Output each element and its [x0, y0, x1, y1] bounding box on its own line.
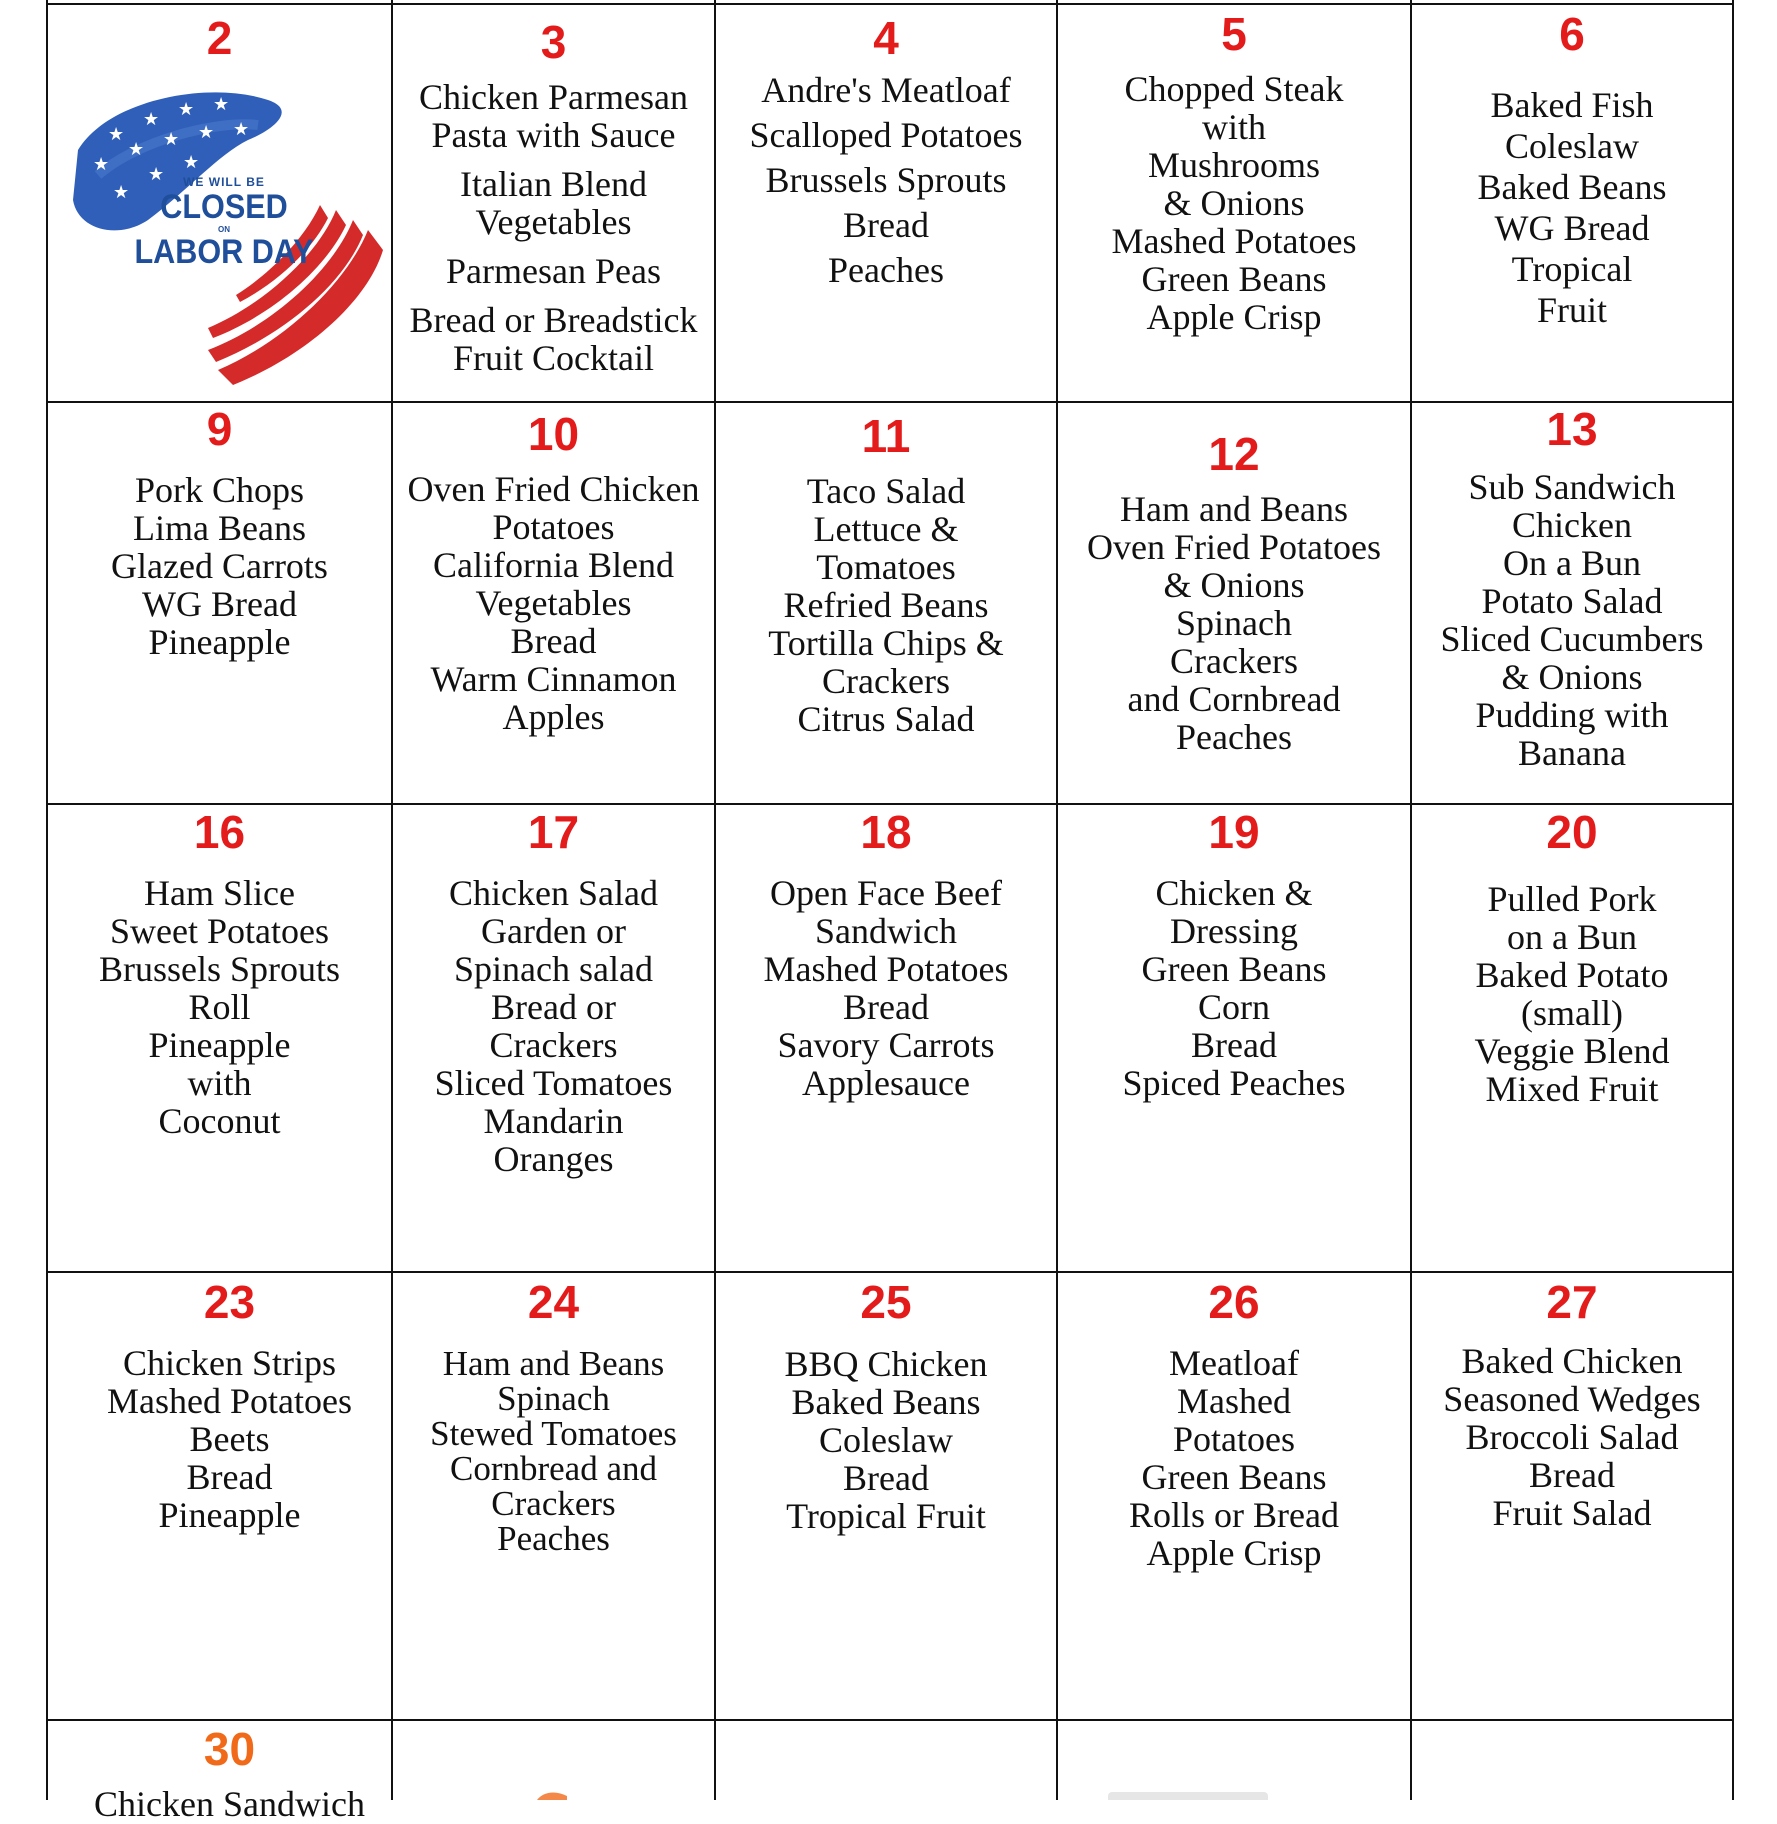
day-number: 12	[1208, 428, 1260, 480]
menu-item: Fruit Salad	[1492, 1493, 1652, 1533]
day-cell-10	[393, 410, 714, 803]
menu-item: Bread	[186, 1457, 273, 1497]
menu-item: Chicken Parmesan	[419, 77, 688, 117]
menu-items	[393, 874, 714, 1178]
menu-item: Taco Salad	[806, 471, 966, 511]
day-cell-2	[48, 10, 391, 400]
day-cell-19	[1058, 808, 1410, 1271]
menu-item: Pulled Pork	[1487, 879, 1657, 919]
svg-text:★: ★	[233, 119, 250, 140]
menu-item: Pineapple	[148, 622, 291, 662]
menu-items	[1412, 468, 1732, 772]
menu-item: Andre's Meatloaf	[761, 70, 1011, 110]
menu-item: Seasoned Wedges	[1443, 1379, 1701, 1419]
menu-item: Glazed Carrots	[111, 546, 328, 586]
menu-item: Spinach	[497, 1379, 610, 1418]
day-number: 25	[860, 1276, 912, 1328]
menu-items	[716, 472, 1056, 738]
menu-items	[716, 68, 1056, 293]
svg-text:★: ★	[148, 164, 165, 185]
day-number: 2	[206, 12, 233, 64]
menu-item: Potatoes	[1173, 1419, 1295, 1459]
menu-item: California Blend	[433, 545, 674, 585]
svg-text:★: ★	[198, 122, 215, 143]
menu-item: with	[187, 1063, 252, 1103]
menu-item: Mashed Potatoes	[107, 1381, 352, 1421]
day-number: 9	[206, 403, 233, 455]
badge-line: ON	[218, 225, 230, 234]
menu-item: BBQ Chicken	[784, 1344, 988, 1384]
menu-item: Ham and Beans	[442, 1344, 665, 1383]
day-cell-30	[48, 1723, 391, 1824]
svg-text:★: ★	[93, 154, 110, 175]
menu-item: Oranges	[493, 1139, 614, 1179]
day-cell-5	[1058, 10, 1410, 401]
svg-text:★: ★	[183, 152, 200, 173]
day-number: 24	[527, 1276, 580, 1328]
day-number: 10	[527, 408, 580, 460]
menu-item: Apple Crisp	[1146, 1533, 1322, 1573]
day-number: 6	[1559, 8, 1585, 60]
day-cell-26	[1058, 1278, 1410, 1719]
menu-item: Bread	[843, 987, 929, 1027]
menu-item: Scalloped Potatoes	[749, 115, 1023, 155]
menu-items	[48, 1785, 391, 1823]
menu-items	[1058, 1344, 1410, 1572]
menu-items	[1058, 70, 1410, 336]
day-cell-3	[393, 18, 714, 401]
day-cell-11	[716, 412, 1056, 803]
day-cell-23	[48, 1278, 391, 1719]
day-cell-24	[393, 1278, 714, 1719]
menu-item: Savory Carrots	[777, 1025, 995, 1065]
menu-item: WG Bread	[1494, 208, 1650, 248]
menu-item: on a Bun	[1507, 917, 1637, 957]
menu-items	[48, 874, 391, 1140]
day-cell-25	[716, 1278, 1056, 1719]
svg-text:★: ★	[213, 94, 230, 115]
menu-item: and Cornbread	[1127, 679, 1341, 719]
day-number: 4	[873, 12, 899, 64]
menu-item: Brussels Sprouts	[765, 160, 1007, 200]
grid-line	[46, 401, 1734, 403]
menu-item: Ham and Beans	[1120, 489, 1348, 529]
day-number: 20	[1546, 806, 1598, 858]
day-cell-16	[48, 808, 391, 1271]
menu-item: Meatloaf	[1169, 1343, 1299, 1383]
menu-item: Potato Salad	[1481, 581, 1663, 621]
menu-item: Oven Fried Chicken	[407, 469, 700, 509]
menu-item: Bread	[1529, 1455, 1615, 1495]
menu-item: Spinach	[1176, 603, 1292, 643]
menu-item: Tomatoes	[816, 547, 956, 587]
menu-item: Apples	[502, 697, 605, 737]
day-cell-4	[716, 14, 1056, 401]
menu-item: Parmesan Peas	[446, 251, 661, 291]
menu-item: On a Bun	[1503, 543, 1641, 583]
menu-item: Chicken Sandwich	[94, 1784, 365, 1824]
menu-item: Stewed Tomatoes	[430, 1414, 677, 1453]
menu-item: Mixed Fruit	[1485, 1069, 1659, 1109]
menu-item: Spiced Peaches	[1122, 1063, 1346, 1103]
menu-item: Ham Slice	[144, 873, 295, 913]
menu-item: Chicken &	[1155, 873, 1313, 913]
menu-item: Pork Chops	[134, 470, 305, 510]
day-cell-27	[1412, 1278, 1732, 1719]
menu-item: Pasta with Sauce	[431, 115, 676, 155]
menu-item: Applesauce	[802, 1063, 970, 1103]
day-number: 17	[527, 806, 580, 858]
day-number: 5	[1221, 8, 1247, 60]
menu-item: Baked Beans	[1477, 167, 1667, 207]
menu-item: Sub Sandwich	[1468, 467, 1676, 507]
grid-line	[46, 1719, 1734, 1721]
menu-item: Sandwich	[815, 911, 957, 951]
menu-item: Roll	[188, 987, 251, 1027]
menu-item: Broccoli Salad	[1465, 1417, 1679, 1457]
menu-item: Mashed Potatoes	[763, 949, 1009, 989]
menu-item: with	[1201, 107, 1266, 147]
menu-item: Fruit	[1536, 290, 1607, 330]
menu-item: Coconut	[158, 1101, 281, 1141]
badge-line: CLOSED	[160, 188, 288, 226]
menu-item: Tropical Fruit	[786, 1496, 986, 1536]
menu-item: Open Face Beef	[770, 873, 1002, 913]
menu-item: Italian Blend	[460, 164, 647, 204]
menu-item: Vegetables	[475, 202, 632, 242]
day-cell-20	[1412, 808, 1732, 1271]
menu-items	[1412, 85, 1732, 331]
menu-item: Bread	[843, 205, 929, 245]
menu-items	[48, 471, 391, 661]
menu-item: Peaches	[828, 250, 944, 290]
menu-item: & Onions	[1163, 183, 1305, 223]
menu-items	[1058, 490, 1410, 756]
menu-item: Crackers	[489, 1025, 618, 1065]
day-number: 16	[193, 806, 246, 858]
labor-day-closed-text	[104, 175, 344, 270]
svg-text:★: ★	[113, 182, 130, 203]
menu-item: & Onions	[1501, 657, 1643, 697]
menu-item: Rolls or Bread	[1129, 1495, 1339, 1535]
menu-item: Sliced Cucumbers	[1440, 619, 1704, 659]
menu-item: Crackers	[491, 1484, 616, 1523]
menu-item: Baked Beans	[791, 1382, 981, 1422]
menu-item: Chicken Strips	[123, 1343, 336, 1383]
menu-item: Warm Cinnamon	[430, 659, 677, 699]
day-number: 30	[203, 1723, 256, 1775]
menu-item: Bread or	[491, 987, 616, 1027]
menu-item: Chicken Salad	[449, 873, 658, 913]
menu-item: Apple Crisp	[1146, 297, 1322, 337]
menu-item: Bread	[1191, 1025, 1277, 1065]
menu-item: Banana	[1518, 733, 1626, 773]
menu-item: Bread	[510, 621, 597, 661]
menu-items	[393, 1346, 714, 1556]
menu-items	[1058, 874, 1410, 1102]
menu-item: Veggie Blend	[1474, 1031, 1670, 1071]
decoration-graphic	[1108, 1792, 1268, 1800]
menu-item: Chicken	[1512, 505, 1632, 545]
menu-item: Baked Potato	[1475, 955, 1669, 995]
menu-item: Mashed Potatoes	[1111, 221, 1357, 261]
menu-item: Coleslaw	[1505, 126, 1639, 166]
menu-item: (small)	[1521, 993, 1623, 1033]
menu-item: Pineapple	[158, 1495, 301, 1535]
menu-item: Lettuce &	[813, 509, 959, 549]
menu-item: Citrus Salad	[797, 699, 975, 739]
day-cell-6	[1412, 10, 1732, 401]
menu-item: Refried Beans	[783, 585, 989, 625]
menu-item: Crackers	[822, 661, 950, 701]
menu-item: Oven Fried Potatoes	[1087, 527, 1381, 567]
menu-item: Beets	[189, 1419, 270, 1459]
menu-item: Coleslaw	[819, 1420, 953, 1460]
menu-items	[1412, 1342, 1732, 1532]
menu-item: Mandarin	[483, 1101, 624, 1141]
menu-item: Spinach salad	[454, 949, 653, 989]
menu-item: Brussels Sprouts	[98, 949, 341, 989]
menu-items	[393, 78, 714, 377]
svg-text:★: ★	[163, 129, 180, 150]
day-cell-13	[1412, 405, 1732, 803]
grid-line	[46, 3, 1734, 5]
menu-item: Green Beans	[1141, 1457, 1327, 1497]
badge-line: WE WILL BE	[183, 175, 265, 189]
day-number: 3	[540, 16, 567, 68]
day-number: 13	[1546, 403, 1598, 455]
decoration-icon	[535, 1788, 571, 1800]
day-number: 11	[861, 410, 911, 462]
menu-item: Chopped Steak	[1124, 69, 1344, 109]
menu-items	[716, 874, 1056, 1102]
menu-item: Mushrooms	[1147, 145, 1321, 185]
menu-item: Sweet Potatoes	[110, 911, 329, 951]
menu-item: Tortilla Chips &	[768, 623, 1004, 663]
day-cell-18	[716, 808, 1056, 1271]
menu-items	[48, 1344, 391, 1534]
svg-text:★: ★	[178, 99, 195, 120]
day-cell-17	[393, 808, 714, 1271]
day-number: 23	[203, 1276, 256, 1328]
menu-item: Cornbread and	[449, 1449, 657, 1488]
menu-item: Bread or Breadstick	[409, 300, 698, 340]
menu-item: Garden or	[481, 911, 626, 951]
day-cell-12	[1058, 430, 1410, 803]
day-number: 19	[1208, 806, 1260, 858]
menu-item: Baked Fish	[1490, 85, 1654, 125]
grid-line	[46, 1271, 1734, 1273]
menu-item: Potatoes	[492, 507, 615, 547]
menu-item: Peaches	[497, 1519, 610, 1558]
menu-item: & Onions	[1163, 565, 1305, 605]
badge-line: LABOR DAY	[134, 233, 314, 271]
menu-item: Green Beans	[1141, 259, 1327, 299]
day-number: 27	[1546, 1276, 1598, 1328]
menu-item: Pudding with	[1475, 695, 1669, 735]
menu-item: Green Beans	[1141, 949, 1327, 989]
menu-item: Tropical	[1511, 249, 1633, 289]
menu-item: Pineapple	[148, 1025, 291, 1065]
menu-item: Sliced Tomatoes	[434, 1063, 673, 1103]
day-cell-9	[48, 405, 391, 803]
day-number: 26	[1208, 1276, 1260, 1328]
menu-items	[716, 1345, 1056, 1535]
svg-text:★: ★	[143, 109, 160, 130]
day-number: 18	[860, 806, 912, 858]
menu-item: Fruit Cocktail	[453, 338, 654, 378]
menu-item: WG Bread	[142, 584, 297, 624]
menu-items	[1412, 880, 1732, 1108]
menu-item: Bread	[843, 1458, 929, 1498]
menu-item: Baked Chicken	[1461, 1341, 1683, 1381]
grid-line	[1732, 0, 1734, 1800]
menu-item: Mashed	[1177, 1381, 1291, 1421]
menu-item: Lima Beans	[133, 508, 306, 548]
menu-items	[393, 470, 714, 736]
menu-item: Vegetables	[475, 583, 632, 623]
grid-line	[46, 803, 1734, 805]
menu-item: Dressing	[1170, 911, 1298, 951]
menu-item: Corn	[1198, 987, 1270, 1027]
menu-item: Peaches	[1176, 717, 1292, 757]
svg-text:★: ★	[108, 124, 125, 145]
svg-text:★: ★	[128, 139, 145, 160]
menu-item: Crackers	[1170, 641, 1298, 681]
